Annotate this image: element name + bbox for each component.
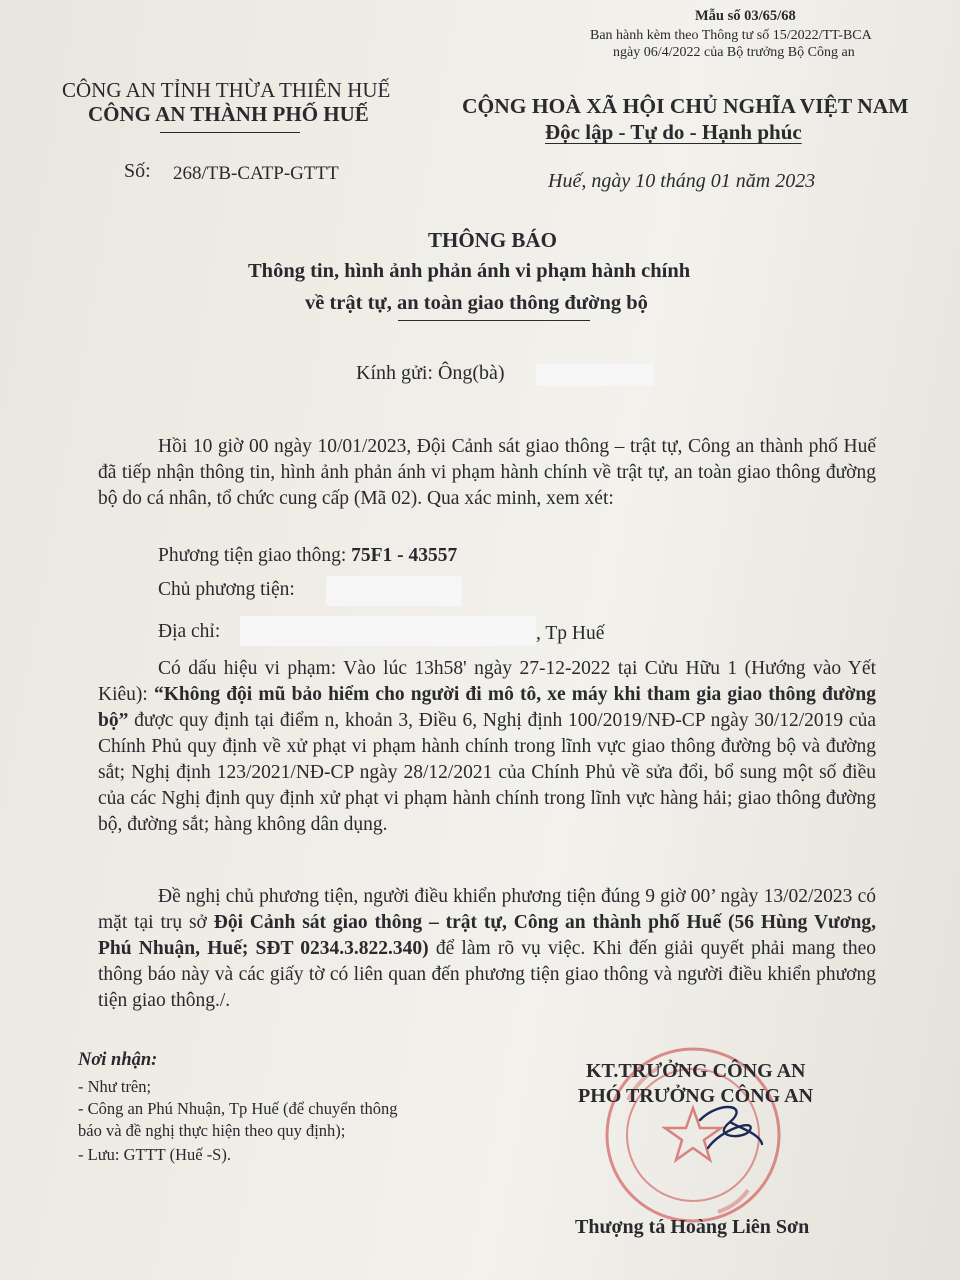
recipient-item-1: - Như trên;: [78, 1077, 152, 1096]
address-line: [158, 621, 220, 643]
p2-rest: được quy định tại điểm n, khoản 3, Điều 6, Nghị định 100/2019/NĐ-CP ngày 30/12/2019 của Chính Phủ quy định về xử phạt vi phạm hành chính trong lĩnh vực giao thông đường bộ và đường sắt; Nghị định 123/2021/NĐ-CP ngày 28/12/2021 của Chính Phủ về sửa đổi, bổ sung một số điều của các Nghị định quy định xử phạt vi phạm hành chính trong lĩnh vực hàng hải; giao thông đường bộ, đường sắt; hàng không dân dụng.: [98, 710, 876, 835]
redacted-owner: [326, 576, 462, 606]
recipient-item-2a: - Công an Phú Nhuận, Tp Huế (để chuyển thông: [78, 1099, 398, 1118]
national-motto: Độc lập - Tự do - Hạnh phúc: [545, 120, 802, 144]
owner-line: [158, 579, 295, 601]
form-issued-line2: ngày 06/4/2022 của Bộ trưởng Bộ Công an: [613, 45, 855, 60]
recipient-item-3: - Lưu: GTTT (Huế -S).: [78, 1145, 231, 1164]
redacted-address: [240, 616, 536, 646]
signer-name: Thượng tá Hoàng Liên Sơn: [575, 1216, 810, 1238]
agency-parent: CÔNG AN TỈNH THỪA THIÊN HUẾ: [62, 78, 391, 102]
recipient-line: Kính gửi: Ông(bà): [356, 362, 505, 384]
address-label: Địa chỉ:: [158, 621, 221, 642]
handwritten-signature-icon: [690, 1100, 770, 1160]
p2-intro: Có dấu hiệu vi phạm: Vào lúc 13h58' ngày 27-12-2022 tại Cửu Hữu 1 (Hướng vào Yết Kiêu):: [98, 658, 876, 705]
national-title: CỘNG HOÀ XÃ HỘI CHỦ NGHĨA VIỆT NAM: [462, 94, 909, 118]
redacted-recipient: [536, 364, 654, 386]
p2-violation: “Không đội mũ bảo hiểm cho người đi mô tô, xe máy khi tham gia giao thông đường bộ”: [98, 684, 876, 731]
form-issued-line1: Ban hành kèm theo Thông tư số 15/2022/TT-BCA: [590, 28, 872, 43]
place-date: Huế, ngày 10 tháng 01 năm 2023: [548, 170, 816, 192]
p3-rest: để làm rõ vụ việc. Khi đến giải quyết phải mang theo thông báo này và các giấy tờ có liên quan đến phương tiện giao thông và người điều khiển phương tiện giao thông./.: [98, 938, 876, 1011]
vehicle-line: [158, 545, 457, 567]
notice-subtitle-1: Thông tin, hình ảnh phản ánh vi phạm hành chính: [248, 260, 691, 282]
signature-title-2: PHÓ TRƯỞNG CÔNG AN: [578, 1085, 814, 1107]
recipient-item-2b: báo và đề nghị thực hiện theo quy định);: [78, 1121, 346, 1140]
vehicle-plate: 75F1 - 43557: [351, 545, 458, 566]
doc-number: 268/TB-CATP-GTTT: [173, 163, 339, 184]
agency-underline: [160, 132, 300, 133]
signature-title-1: KT.TRƯỞNG CÔNG AN: [586, 1060, 806, 1082]
p3-location: Đội Cảnh sát giao thông – trật tự, Công an thành phố Huế (56 Hùng Vương, Phú Nhuận, Huế; SĐT 0234.3.822.340): [98, 912, 876, 959]
body-paragraph-1: Hồi 10 giờ 00 ngày 10/01/2023, Đội Cảnh sát giao thông – trật tự, Công an thành phố Huế đã tiếp nhận thông tin, hình ảnh phản ánh vi phạm hành chính về trật tự, an toàn giao thông đường bộ do cá nhân, tổ chức cung cấp (Mã 02). Qua xác minh, xem xét:: [98, 436, 876, 509]
vehicle-label: Phương tiện giao thông:: [158, 545, 347, 566]
body-paragraph-3: [98, 884, 876, 1014]
subtitle-underline: [398, 320, 590, 321]
notice-title: THÔNG BÁO: [428, 228, 557, 252]
p3-intro: Đề nghị chủ phương tiện, người điều khiển phương tiện đúng 9 giờ 00’ ngày 13/02/2023 có mặt tại trụ sở: [98, 886, 876, 933]
notice-subtitle-2: về trật tự, an toàn giao thông đường bộ: [305, 292, 648, 314]
agency-name: CÔNG AN THÀNH PHỐ HUẾ: [88, 102, 369, 126]
form-number: Mẫu số 03/65/68: [695, 8, 796, 24]
owner-label: Chủ phương tiện:: [158, 579, 295, 600]
doc-number-label: Số:: [124, 160, 151, 182]
body-paragraph-2: [98, 656, 876, 838]
recipients-label: Nơi nhận:: [78, 1050, 158, 1070]
address-tail: , Tp Huế: [536, 623, 605, 644]
